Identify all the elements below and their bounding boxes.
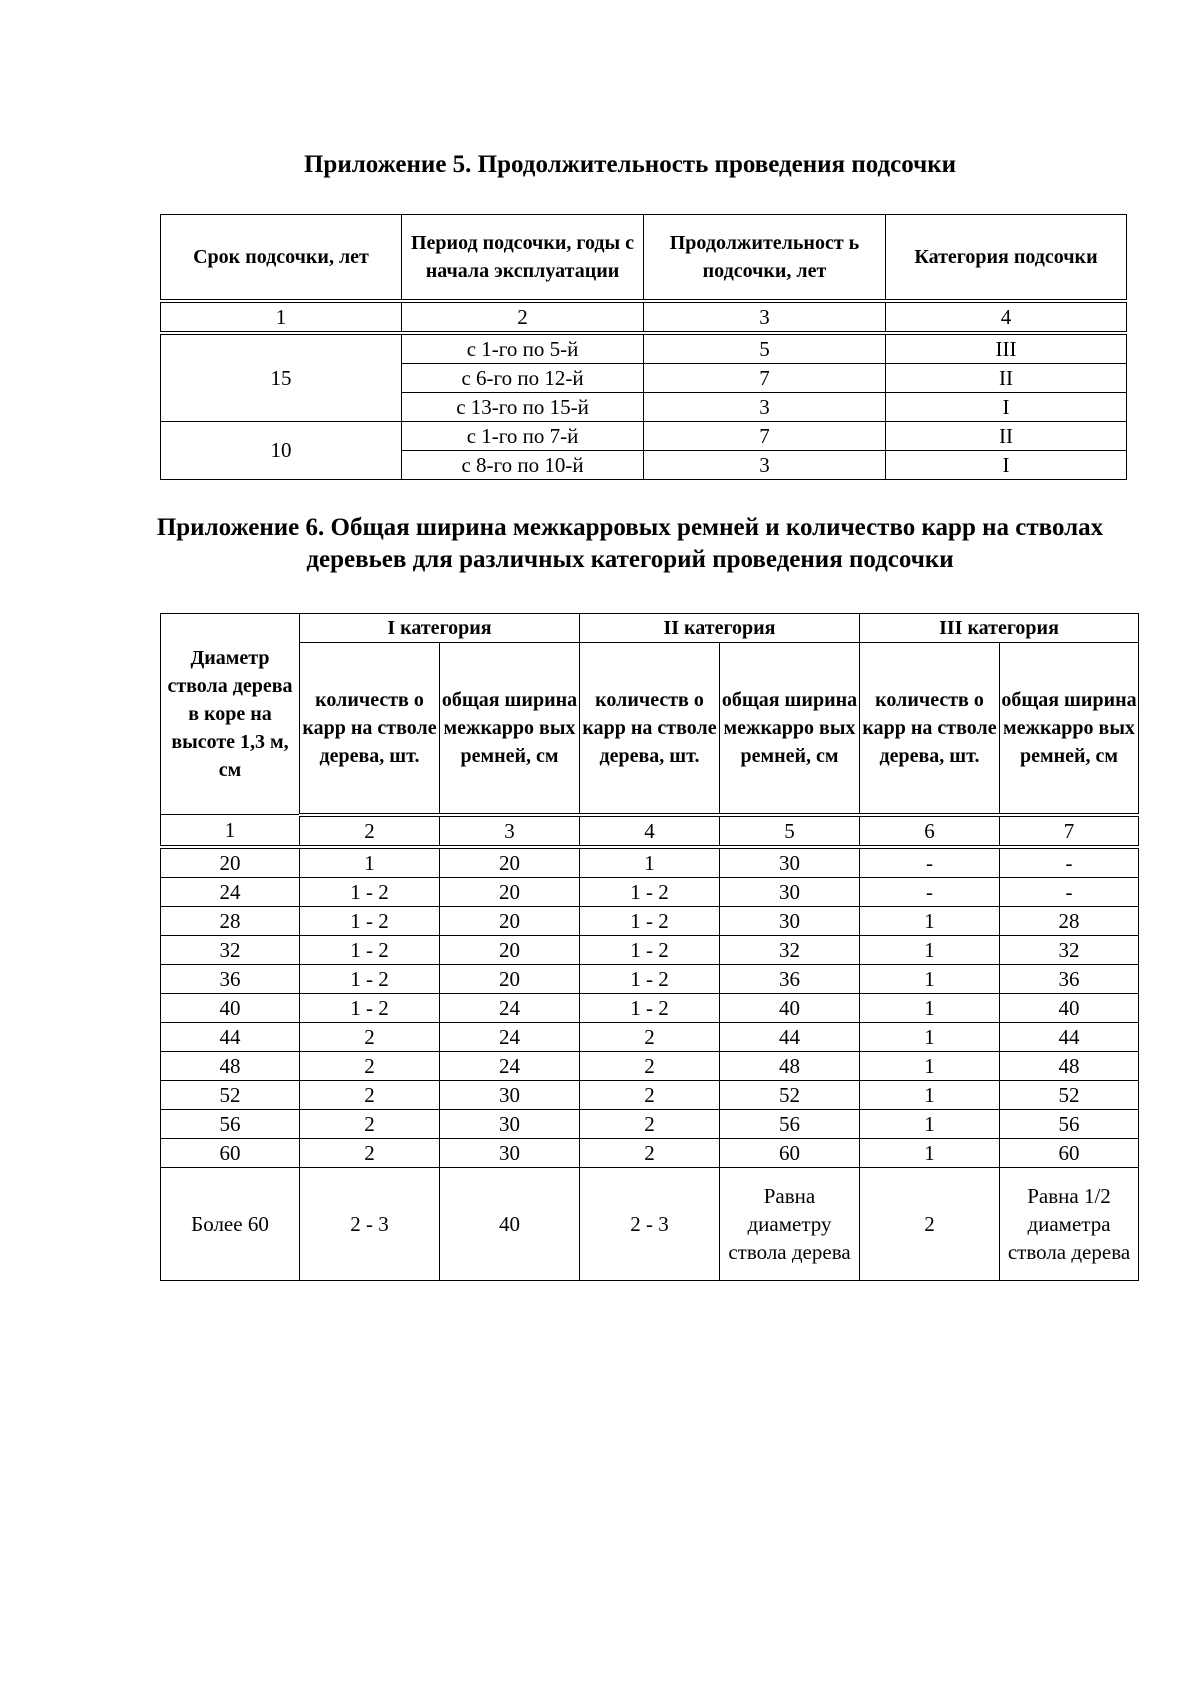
term-cell: 10	[161, 421, 402, 479]
table-row	[161, 333, 1127, 364]
duration-cell: 3	[644, 392, 886, 421]
category-cell: II	[886, 363, 1127, 392]
belt-width-cell: 30	[440, 1138, 580, 1167]
column-numbers-row	[161, 815, 1139, 847]
table-row	[161, 906, 1139, 935]
category-cell: I	[886, 450, 1127, 479]
carr-count-cell: -	[860, 847, 1000, 878]
carr-count-cell: 2	[580, 1051, 720, 1080]
table-row	[161, 1022, 1139, 1051]
carr-count-cell: 1	[860, 935, 1000, 964]
carr-count-cell: 2	[860, 1167, 1000, 1280]
column-number: 1	[161, 301, 402, 333]
table-row	[161, 1051, 1139, 1080]
duration-cell: 5	[644, 333, 886, 364]
carr-count-cell: 1	[860, 1138, 1000, 1167]
belt-width-cell: 20	[440, 877, 580, 906]
belt-width-cell: 30	[720, 877, 860, 906]
header-carr-count: количеств о карр на стволе дерева, шт.	[860, 643, 1000, 815]
category-cell: I	[886, 392, 1127, 421]
column-numbers-row	[161, 301, 1127, 333]
belt-width-cell: 32	[1000, 935, 1139, 964]
period-cell: с 6-го по 12-й	[402, 363, 644, 392]
belt-width-cell: 44	[1000, 1022, 1139, 1051]
carr-count-cell: 1 - 2	[580, 877, 720, 906]
column-number: 4	[886, 301, 1127, 333]
belt-width-cell: 24	[440, 1022, 580, 1051]
carr-count-cell: 1	[860, 1109, 1000, 1138]
duration-table	[160, 214, 1127, 480]
diameter-cell: Более 60	[161, 1167, 300, 1280]
carr-count-cell: 2	[580, 1138, 720, 1167]
belt-width-table	[160, 613, 1139, 1281]
header-carr-count: количеств о карр на стволе дерева, шт.	[300, 643, 440, 815]
column-number: 7	[1000, 815, 1139, 847]
belt-width-cell: 36	[1000, 964, 1139, 993]
belt-width-cell: 56	[1000, 1109, 1139, 1138]
belt-width-cell: 44	[720, 1022, 860, 1051]
column-number: 3	[644, 301, 886, 333]
belt-width-cell: 30	[440, 1080, 580, 1109]
carr-count-cell: 1 - 2	[580, 935, 720, 964]
belt-width-cell: 24	[440, 993, 580, 1022]
diameter-cell: 48	[161, 1051, 300, 1080]
belt-width-cell: 52	[1000, 1080, 1139, 1109]
belt-width-cell: 40	[1000, 993, 1139, 1022]
appendix-5-title: Приложение 5. Продолжительность проведения подсочки	[303, 151, 957, 178]
category-header-row	[161, 614, 1139, 643]
carr-count-cell: 1 - 2	[300, 906, 440, 935]
table-row	[161, 877, 1139, 906]
belt-width-cell: 30	[720, 906, 860, 935]
belt-width-cell: Равна диаметру ствола дерева	[720, 1167, 860, 1280]
carr-count-cell: 2	[300, 1080, 440, 1109]
belt-width-cell: Равна 1/2 диаметра ствола дерева	[1000, 1167, 1139, 1280]
header-category: Категория подсочки	[886, 215, 1127, 301]
belt-width-cell: -	[1000, 847, 1139, 878]
belt-width-cell: 48	[720, 1051, 860, 1080]
table-row	[161, 993, 1139, 1022]
period-cell: с 1-го по 7-й	[402, 421, 644, 450]
belt-width-cell: 60	[1000, 1138, 1139, 1167]
carr-count-cell: 1	[860, 993, 1000, 1022]
carr-count-cell: 1	[300, 847, 440, 878]
carr-count-cell: 1	[860, 1080, 1000, 1109]
carr-count-cell: 1	[860, 964, 1000, 993]
column-number: 1	[161, 815, 300, 847]
belt-width-cell: 40	[440, 1167, 580, 1280]
header-category-3: III категория	[860, 614, 1139, 643]
carr-count-cell: 2 - 3	[580, 1167, 720, 1280]
carr-count-cell: 2	[580, 1080, 720, 1109]
diameter-cell: 20	[161, 847, 300, 878]
diameter-cell: 60	[161, 1138, 300, 1167]
period-cell: с 1-го по 5-й	[402, 333, 644, 364]
column-number: 4	[580, 815, 720, 847]
header-belt-width: общая ширина межкарро вых ремней, см	[1000, 643, 1139, 815]
header-belt-width: общая ширина межкарро вых ремней, см	[440, 643, 580, 815]
duration-cell: 7	[644, 421, 886, 450]
column-number: 5	[720, 815, 860, 847]
column-number: 6	[860, 815, 1000, 847]
diameter-cell: 44	[161, 1022, 300, 1051]
belt-width-cell: 20	[440, 964, 580, 993]
duration-cell: 3	[644, 450, 886, 479]
carr-count-cell: 1	[860, 906, 1000, 935]
table-row	[161, 1109, 1139, 1138]
belt-width-cell: 30	[720, 847, 860, 878]
header-duration: Продолжительност ь подсочки, лет	[644, 215, 886, 301]
carr-count-cell: 1	[860, 1051, 1000, 1080]
table-row	[161, 847, 1139, 878]
header-category-2: II категория	[580, 614, 860, 643]
header-category-1: I категория	[300, 614, 580, 643]
diameter-cell: 28	[161, 906, 300, 935]
belt-width-cell: 20	[440, 935, 580, 964]
category-cell: III	[886, 333, 1127, 364]
carr-count-cell: -	[860, 877, 1000, 906]
duration-cell: 7	[644, 363, 886, 392]
column-number: 3	[440, 815, 580, 847]
carr-count-cell: 2	[300, 1109, 440, 1138]
carr-count-cell: 2 - 3	[300, 1167, 440, 1280]
appendix-6-title: Приложение 6. Общая ширина межкарровых ремней и количество карр на стволах деревьев для различных категорий проведения подсочки	[156, 514, 1104, 573]
belt-width-cell: 60	[720, 1138, 860, 1167]
column-number: 2	[300, 815, 440, 847]
period-cell: с 8-го по 10-й	[402, 450, 644, 479]
belt-width-cell: 24	[440, 1051, 580, 1080]
header-period: Период подсочки, годы с начала эксплуатации	[402, 215, 644, 301]
carr-count-cell: 1 - 2	[300, 993, 440, 1022]
belt-width-cell: 36	[720, 964, 860, 993]
subheader-row	[161, 643, 1139, 815]
header-diameter: Диаметр ствола дерева в коре на высоте 1,3 м, см	[161, 614, 300, 815]
table-row	[161, 1138, 1139, 1167]
term-cell: 15	[161, 333, 402, 422]
diameter-cell: 24	[161, 877, 300, 906]
table-row	[161, 1167, 1139, 1280]
carr-count-cell: 1 - 2	[580, 964, 720, 993]
table-row	[161, 964, 1139, 993]
carr-count-cell: 1 - 2	[580, 906, 720, 935]
period-cell: с 13-го по 15-й	[402, 392, 644, 421]
carr-count-cell: 1 - 2	[300, 877, 440, 906]
table-row	[161, 1080, 1139, 1109]
belt-width-cell: 20	[440, 906, 580, 935]
carr-count-cell: 2	[580, 1109, 720, 1138]
diameter-cell: 36	[161, 964, 300, 993]
diameter-cell: 52	[161, 1080, 300, 1109]
carr-count-cell: 2	[580, 1022, 720, 1051]
diameter-cell: 40	[161, 993, 300, 1022]
column-number: 2	[402, 301, 644, 333]
carr-count-cell: 1 - 2	[300, 964, 440, 993]
belt-width-cell: 48	[1000, 1051, 1139, 1080]
belt-width-cell: 30	[440, 1109, 580, 1138]
belt-width-cell: 56	[720, 1109, 860, 1138]
header-belt-width: общая ширина межкарро вых ремней, см	[720, 643, 860, 815]
carr-count-cell: 2	[300, 1051, 440, 1080]
belt-width-cell: 20	[440, 847, 580, 878]
carr-count-cell: 2	[300, 1022, 440, 1051]
belt-width-cell: 40	[720, 993, 860, 1022]
table-row	[161, 935, 1139, 964]
carr-count-cell: 1	[860, 1022, 1000, 1051]
table-row	[161, 421, 1127, 450]
carr-count-cell: 1 - 2	[580, 993, 720, 1022]
header-row	[161, 215, 1127, 301]
diameter-cell: 32	[161, 935, 300, 964]
belt-width-cell: 32	[720, 935, 860, 964]
belt-width-cell: 52	[720, 1080, 860, 1109]
category-cell: II	[886, 421, 1127, 450]
header-term: Срок подсочки, лет	[161, 215, 402, 301]
belt-width-cell: -	[1000, 877, 1139, 906]
carr-count-cell: 1 - 2	[300, 935, 440, 964]
carr-count-cell: 1	[580, 847, 720, 878]
belt-width-cell: 28	[1000, 906, 1139, 935]
header-carr-count: количеств о карр на стволе дерева, шт.	[580, 643, 720, 815]
diameter-cell: 56	[161, 1109, 300, 1138]
carr-count-cell: 2	[300, 1138, 440, 1167]
